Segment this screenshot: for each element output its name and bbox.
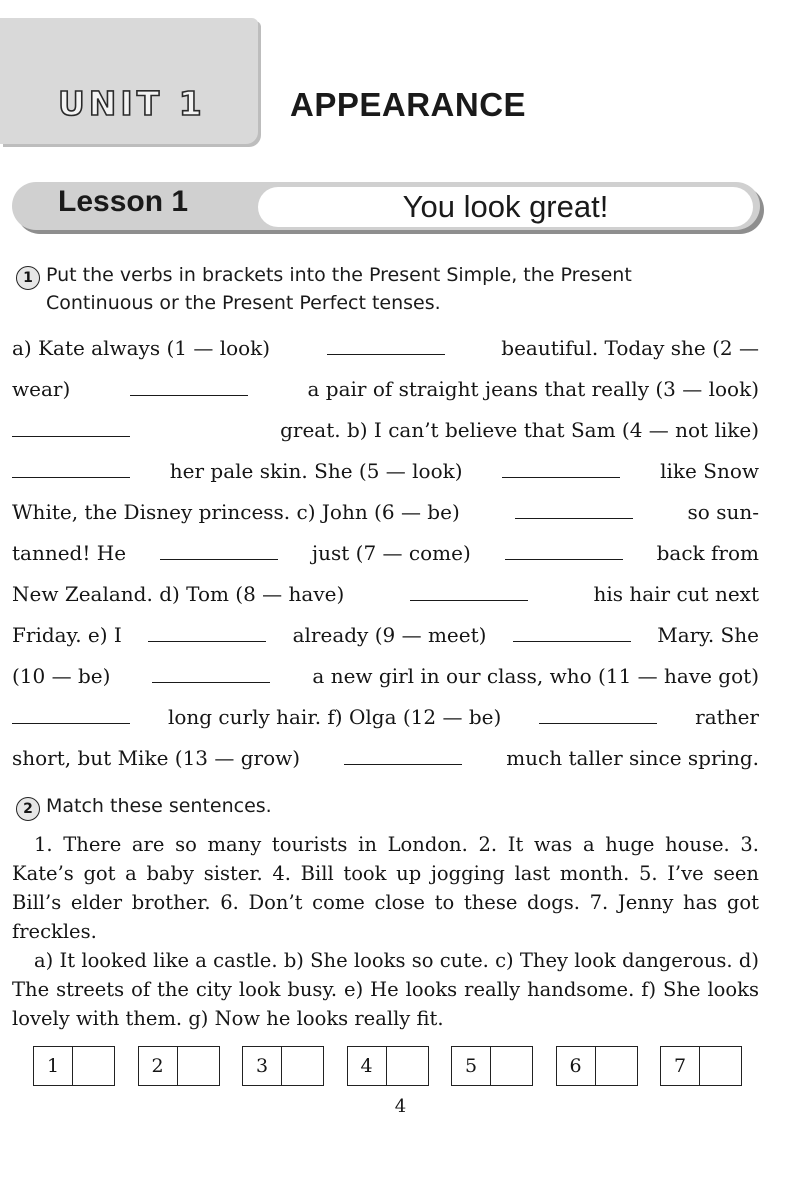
line-text: Mary. She (657, 623, 759, 647)
line-text: her pale skin. She (5 — look) (169, 459, 463, 483)
line-text: White, the Disney princess. c) John (6 — be) (12, 500, 460, 524)
line-text: much taller since spring. (506, 746, 759, 770)
answer-gap[interactable] (502, 459, 620, 478)
answer-gap[interactable] (410, 582, 528, 601)
exercise-1-instruction-line-2: Continuous or the Present Perfect tenses. (46, 292, 441, 314)
exercise-1-line (12, 457, 759, 485)
lesson-title: You look great! (258, 187, 753, 227)
line-text: his hair cut next (593, 582, 759, 606)
answer-box-input[interactable] (387, 1047, 428, 1085)
answer-gap[interactable] (539, 705, 657, 724)
unit-tab (0, 18, 258, 144)
answer-box-number: 1 (34, 1047, 73, 1085)
answer-box-number: 5 (452, 1047, 491, 1085)
exercise-1-line (12, 662, 759, 690)
exercise-1-line (12, 375, 759, 403)
exercise-2-number: 2 (16, 797, 40, 821)
exercise-2-sentences: 1. There are so many tourists in London. 2. It was a huge house. 3. Kate’s got a baby sister. 4. Bill took up jogging last month. 5. I’ve seen Bill’s elder brother. 6. Don’t come close to these dogs. 7. Jenny has got freckles. (12, 833, 759, 943)
line-text: short, but Mike (13 — grow) (12, 746, 301, 770)
line-text: back from (656, 541, 759, 565)
answer-gap[interactable] (12, 418, 130, 437)
line-text: long curly hair. f) Olga (12 — be) (167, 705, 502, 729)
answer-gap[interactable] (12, 459, 130, 478)
answer-gap[interactable] (327, 336, 445, 355)
answer-box-input[interactable] (282, 1047, 323, 1085)
answer-box-number: 4 (348, 1047, 387, 1085)
answer-gap[interactable] (130, 377, 248, 396)
line-text: wear) (12, 377, 71, 401)
line-text: already (9 — meet) (292, 623, 487, 647)
answer-box (33, 1046, 115, 1086)
lesson-number: Lesson 1 (58, 185, 189, 218)
line-text: like Snow (660, 459, 759, 483)
answer-gap[interactable] (505, 541, 623, 560)
answer-gap[interactable] (152, 664, 270, 683)
line-text: rather (695, 705, 759, 729)
line-text: great. b) I can’t believe that Sam (4 — not like) (280, 418, 759, 442)
answer-box-number: 6 (557, 1047, 596, 1085)
exercise-1-instruction-line-1: Put the verbs in brackets into the Present Simple, the Present (46, 264, 632, 286)
line-text: a) Kate always (1 — look) (12, 336, 271, 360)
line-text: a new girl in our class, who (11 — have got) (312, 664, 759, 688)
answer-box (660, 1046, 742, 1086)
exercise-1-number: 1 (16, 266, 40, 290)
line-text: just (7 — come) (311, 541, 471, 565)
line-text: a pair of straight jeans that really (3 — look) (307, 377, 759, 401)
exercise-1-line (12, 703, 759, 731)
answer-box (556, 1046, 638, 1086)
answer-box-number: 3 (243, 1047, 282, 1085)
answer-box (347, 1046, 429, 1086)
exercise-1-line (12, 416, 759, 444)
answer-box-number: 7 (661, 1047, 700, 1085)
answer-gap[interactable] (12, 705, 130, 724)
page-number: 4 (394, 1096, 407, 1117)
answer-box (242, 1046, 324, 1086)
line-text: Friday. e) I (12, 623, 122, 647)
answer-box-input[interactable] (491, 1047, 532, 1085)
answer-gap[interactable] (513, 623, 631, 642)
line-text: New Zealand. d) Tom (8 — have) (12, 582, 345, 606)
exercise-1-line (12, 744, 759, 772)
line-text: so sun- (687, 500, 759, 524)
exercise-2-instruction: Match these sentences. (46, 795, 272, 817)
exercise-1-line (12, 334, 759, 362)
unit-label: UNIT 1 (58, 84, 206, 123)
answer-box-input[interactable] (596, 1047, 637, 1085)
answer-gap[interactable] (515, 500, 633, 519)
line-text: beautiful. Today she (2 — (501, 336, 759, 360)
exercise-1-line (12, 621, 759, 649)
answer-gap[interactable] (148, 623, 266, 642)
answer-box (138, 1046, 220, 1086)
unit-title: APPEARANCE (290, 86, 527, 123)
exercise-2-options: a) It looked like a castle. b) She looks so cute. c) They look dangerous. d) The streets of the city look busy. e) He looks really handsome. f) She looks lovely with them. g) Now he looks really fit. (12, 949, 759, 1030)
answer-box-input[interactable] (700, 1047, 741, 1085)
answer-grid (33, 1046, 742, 1086)
answer-box-input[interactable] (178, 1047, 219, 1085)
exercise-1-line (12, 498, 759, 526)
exercise-1-line (12, 580, 759, 608)
answer-gap[interactable] (344, 746, 462, 765)
exercise-1-line (12, 539, 759, 567)
answer-box-input[interactable] (73, 1047, 114, 1085)
line-text: (10 — be) (12, 664, 111, 688)
answer-box (451, 1046, 533, 1086)
answer-gap[interactable] (160, 541, 278, 560)
answer-box-number: 2 (139, 1047, 178, 1085)
line-text: tanned! He (12, 541, 127, 565)
